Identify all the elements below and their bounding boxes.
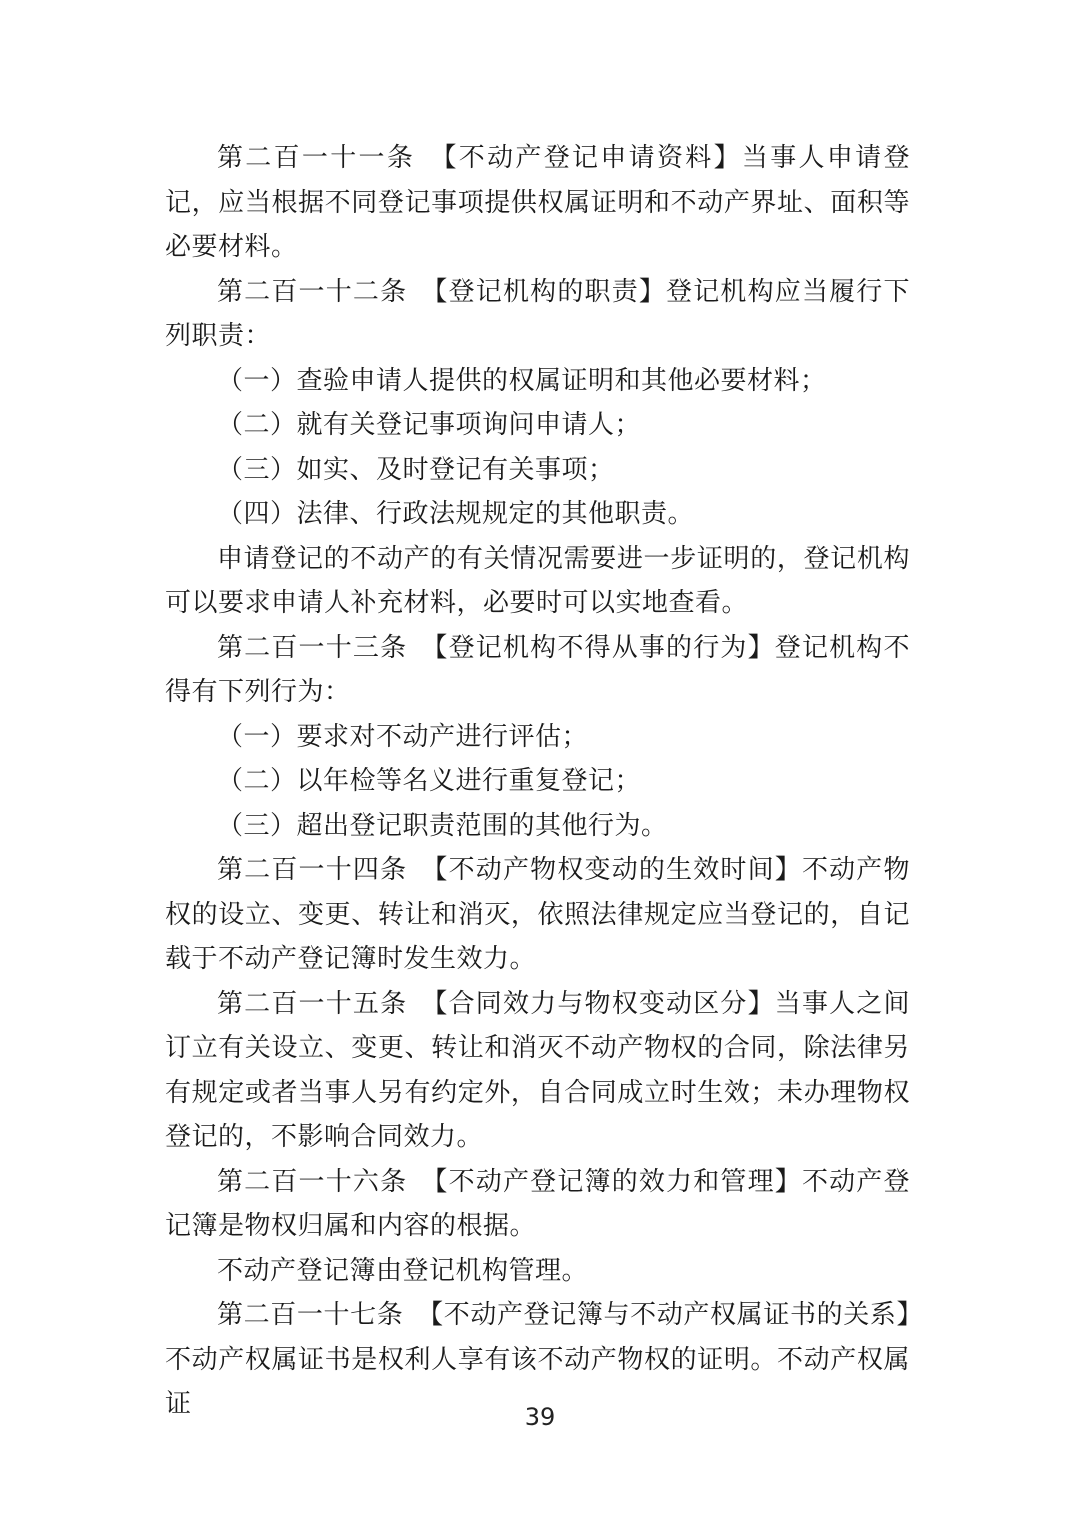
article-216: 第二百一十六条 【不动产登记簿的效力和管理】不动产登记簿是物权归属和内容的根据。: [165, 1166, 910, 1241]
article-213: 第二百一十三条 【登记机构不得从事的行为】登记机构不得有下列行为：: [165, 632, 910, 707]
article-214: 第二百一十四条 【不动产物权变动的生效时间】不动产物权的设立、变更、转让和消灭，依照法律规定应当登记的，自记载于不动产登记簿时发生效力。: [165, 855, 910, 974]
article-212-item-4: （四）法律、行政法规规定的其他职责。: [217, 499, 695, 529]
article-215: 第二百一十五条 【合同效力与物权变动区分】当事人之间订立有关设立、变更、转让和消灭不动产物权的合同，除法律另有规定或者当事人另有约定外，自合同成立时生效；未办理物权登记的，不影响合同效力。: [165, 988, 910, 1152]
article-212-item-2: （二）就有关登记事项询问申请人；: [217, 410, 642, 440]
article-212-item-3: （三）如实、及时登记有关事项；: [217, 454, 615, 485]
article-217: 第二百一十七条 【不动产登记簿与不动产权属证书的关系】不动产权属证书是权利人享有该不动产物权的证明。不动产权属证: [165, 1300, 910, 1419]
article-216-clause-2: 不动产登记簿由登记机构管理。: [217, 1255, 589, 1286]
document-body: [165, 136, 910, 1427]
article-213-item-1: （一）要求对不动产进行评估；: [217, 721, 589, 752]
article-213-item-3: （三）超出登记职责范围的其他行为。: [217, 810, 668, 841]
article-213-item-2: （二）以年检等名义进行重复登记；: [217, 766, 642, 796]
article-212: 第二百一十二条 【登记机构的职责】登记机构应当履行下列职责：: [165, 276, 910, 351]
article-211: 第二百一十一条 【不动产登记申请资料】当事人申请登记，应当根据不同登记事项提供权属证明和不动产界址、面积等必要材料。: [165, 143, 910, 262]
article-212-clause-2: 申请登记的不动产的有关情况需要进一步证明的，登记机构可以要求申请人补充材料，必要时可以实地查看。: [165, 543, 910, 618]
article-212-item-1: （一）查验申请人提供的权属证明和其他必要材料；: [217, 365, 827, 396]
page-number: 39: [524, 1403, 556, 1431]
